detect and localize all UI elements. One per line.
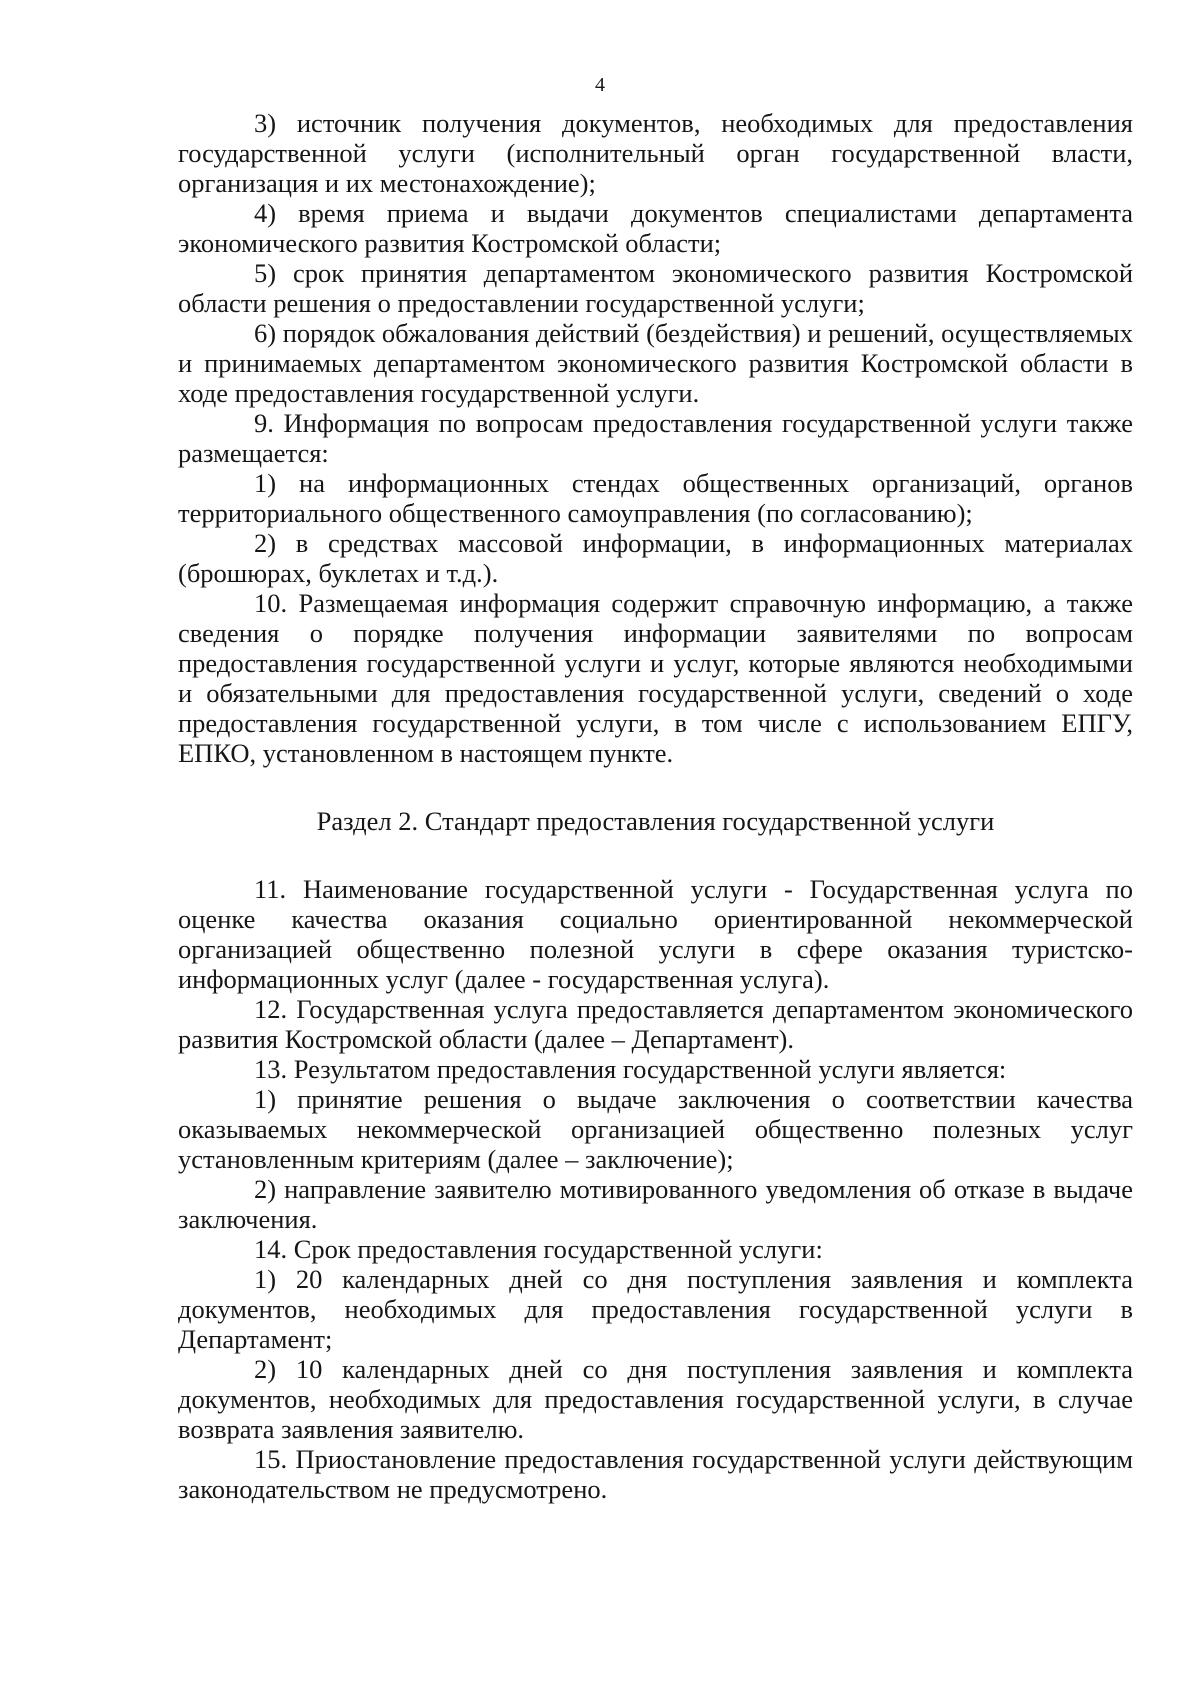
- paragraph-clause-14-item-2: 2) 10 календарных дней со дня поступления заявления и комплекта документов, необходимых для предоставления государственной услуги, в случае возврата заявления заявителю.: [178, 1354, 1133, 1444]
- paragraph-clause-9: 9. Информация по вопросам предоставления государственной услуги также размещается:: [178, 408, 1133, 468]
- paragraph-clause-13-item-1: 1) принятие решения о выдаче заключения о соответствии качества оказываемых некоммерческой организацией общественно полезных услуг установленным критериям (далее – заключение);: [178, 1084, 1133, 1174]
- paragraph-clause-10: 10. Размещаемая информация содержит справочную информацию, а также сведения о порядке получения информации заявителями по вопросам предоставления государственной услуги и услуг, которые являются необходимыми и обязательными для предоставления государственной услуги, сведений о ходе предоставления государственной услуги, в том числе с использованием ЕПГУ, ЕПКО, установленном в настоящем пункте.: [178, 588, 1133, 768]
- page-number: 4: [595, 74, 605, 96]
- paragraph-clause-9-item-2: 2) в средствах массовой информации, в информационных материалах (брошюрах, буклетах и т.д.).: [178, 528, 1133, 588]
- paragraph-clause-9-item-1: 1) на информационных стендах общественных организаций, органов территориального общественного самоуправления (по согласованию);: [178, 468, 1133, 528]
- paragraph-clause-14: 14. Срок предоставления государственной услуги:: [254, 1234, 823, 1264]
- paragraph-clause-13: 13. Результатом предоставления государственной услуги является:: [254, 1054, 1007, 1084]
- document-body: [178, 108, 1133, 1504]
- paragraph-item-5: 5) срок принятия департаментом экономического развития Костромской области решения о предоставлении государственной услуги;: [178, 258, 1133, 318]
- paragraph-clause-13-item-2: 2) направление заявителю мотивированного уведомления об отказе в выдаче заключения.: [178, 1174, 1133, 1234]
- paragraph-item-4: 4) время приема и выдачи документов специалистами департамента экономического развития Костромской области;: [178, 198, 1133, 258]
- paragraph-clause-11: 11. Наименование государственной услуги - Государственная услуга по оценке качества оказания социально ориентированной некоммерческой организацией общественно полезной услуги в сфере оказания туристско-информационных услуг (далее - государственная услуга).: [178, 874, 1133, 994]
- paragraph-item-3: 3) источник получения документов, необходимых для предоставления государственной услуги (исполнительный орган государственной власти, организация и их местонахождение);: [178, 108, 1133, 198]
- section-heading: Раздел 2. Стандарт предоставления государственной услуги: [316, 806, 995, 836]
- paragraph-clause-15: 15. Приостановление предоставления государственной услуги действующим законодательством не предусмотрено.: [178, 1444, 1133, 1504]
- paragraph-clause-12: 12. Государственная услуга предоставляется департаментом экономического развития Костромской области (далее – Департамент).: [178, 994, 1133, 1054]
- paragraph-clause-14-item-1: 1) 20 календарных дней со дня поступления заявления и комплекта документов, необходимых для предоставления государственной услуги в Департамент;: [178, 1264, 1133, 1354]
- paragraph-item-6: 6) порядок обжалования действий (бездействия) и решений, осуществляемых и принимаемых департаментом экономического развития Костромской области в ходе предоставления государственной услуги.: [178, 318, 1133, 408]
